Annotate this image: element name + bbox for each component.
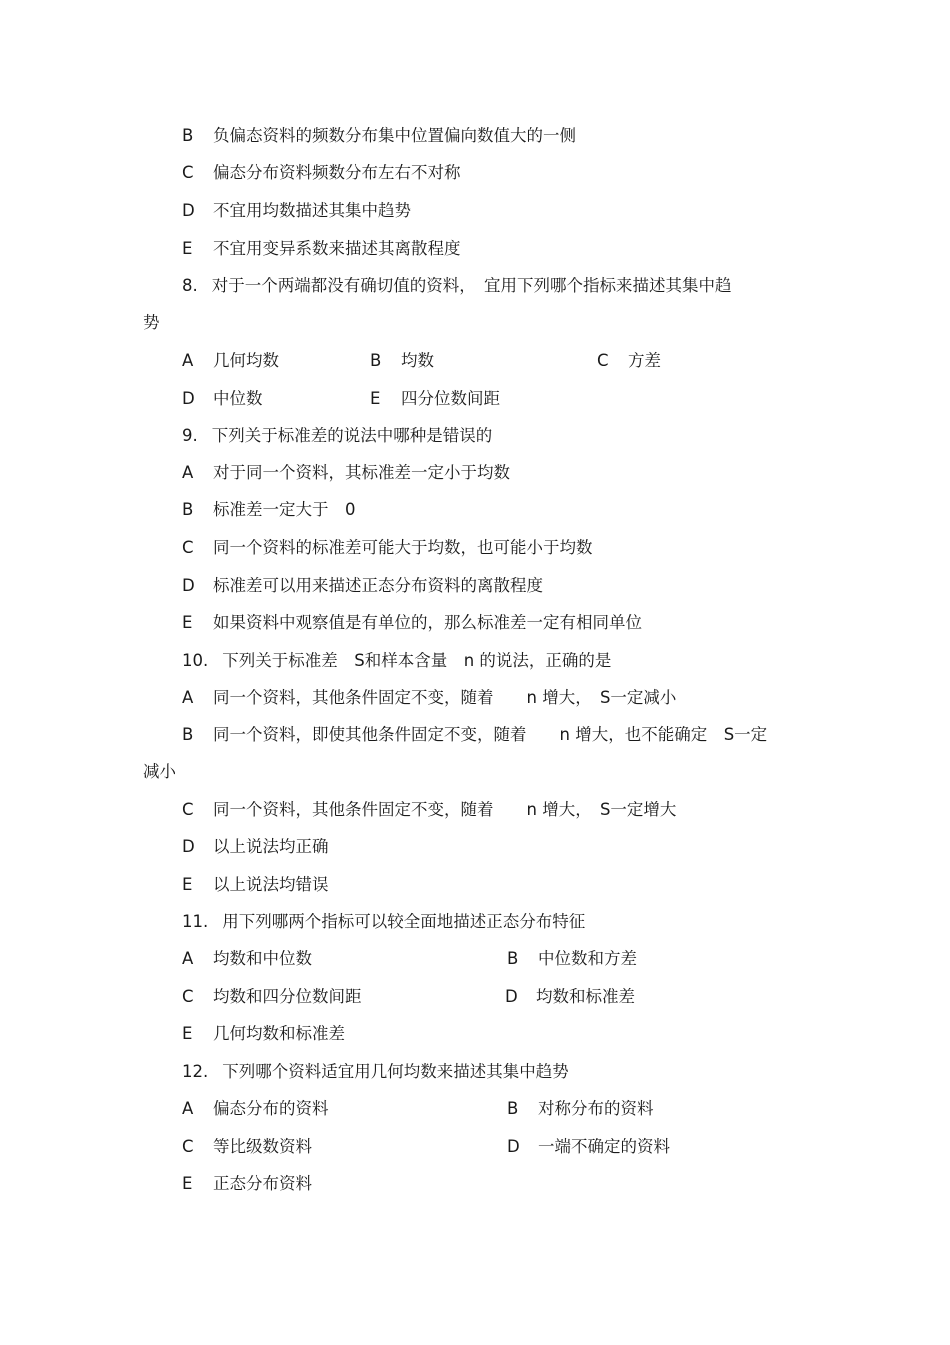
option-letter: B (182, 126, 194, 145)
option-letter: C (182, 538, 194, 557)
option-text: 同一个资料，其他条件固定不变，随着 n 增大， S一定增大 (213, 800, 677, 819)
q7-option-e (182, 238, 461, 260)
q9-option-e (182, 612, 642, 634)
option-text: 以上说法均错误 (213, 875, 329, 894)
q12-option-d (507, 1136, 670, 1158)
question-number: 10. (182, 651, 209, 670)
q11-option-d (505, 986, 635, 1008)
option-letter: B (507, 1099, 519, 1118)
q10-option-a (182, 687, 676, 709)
q12-option-e (182, 1173, 312, 1195)
q10-option-d (182, 836, 329, 858)
option-letter: C (182, 163, 194, 182)
option-letter: D (182, 201, 195, 220)
option-text: 标准差一定大于 0 (213, 500, 356, 519)
question-number: 8. (182, 276, 198, 295)
option-text: 正态分布资料 (213, 1174, 312, 1193)
option-letter: E (182, 239, 193, 258)
option-text: 等比级数资料 (213, 1137, 312, 1156)
q9-option-d (182, 575, 543, 597)
q11-option-a (182, 948, 312, 970)
option-text: 同一个资料的标准差可能大于均数，也可能小于均数 (213, 538, 593, 557)
option-letter: A (182, 351, 194, 370)
q8-option-c (597, 350, 661, 372)
option-text: 减小 (143, 762, 176, 781)
q12-option-c (182, 1136, 312, 1158)
option-text: 几何均数 (213, 351, 279, 370)
q11-option-c (182, 986, 362, 1008)
q8-option-e (370, 388, 500, 410)
question-text: 用下列哪两个指标可以较全面地描述正态分布特征 (222, 912, 586, 931)
question-text: 下列关于标准差 S和样本含量 n 的说法，正确的是 (222, 651, 612, 670)
q12-option-b (507, 1098, 654, 1120)
option-text: 偏态分布的资料 (213, 1099, 329, 1118)
option-letter: B (370, 351, 382, 370)
option-text: 中位数和方差 (538, 949, 637, 968)
question-text: 对于一个两端都没有确切值的资料， 宜用下列哪个指标来描述其集中趋 (211, 276, 732, 295)
option-text: 几何均数和标准差 (213, 1024, 345, 1043)
option-letter: E (182, 875, 193, 894)
option-text: 均数和四分位数间距 (213, 987, 362, 1006)
q9-option-b (182, 499, 356, 521)
question-number: 9. (182, 426, 198, 445)
option-letter: B (507, 949, 519, 968)
q10-stem (182, 650, 611, 672)
option-letter: A (182, 1099, 194, 1118)
q10-option-b-continued (143, 761, 176, 783)
option-letter: B (182, 725, 194, 744)
option-letter: C (182, 987, 194, 1006)
q9-stem (182, 425, 492, 447)
option-letter: B (182, 500, 194, 519)
option-text: 不宜用变异系数来描述其离散程度 (213, 239, 461, 258)
option-letter: E (370, 389, 381, 408)
q9-option-c (182, 537, 593, 559)
option-letter: C (597, 351, 609, 370)
option-letter: D (182, 389, 195, 408)
q8-option-b (370, 350, 434, 372)
option-text: 四分位数间距 (401, 389, 500, 408)
option-text: 负偏态资料的频数分布集中位置偏向数值大的一侧 (213, 126, 576, 145)
q7-option-c (182, 162, 461, 184)
q10-option-b (182, 724, 767, 746)
q8-options-row-2 (0, 388, 950, 410)
option-text: 同一个资料，其他条件固定不变，随着 n 增大， S一定减小 (213, 688, 677, 707)
q11-options-row-1 (0, 948, 950, 970)
q7-option-b (182, 125, 576, 147)
option-letter: D (182, 837, 195, 856)
option-text: 不宜用均数描述其集中趋势 (213, 201, 411, 220)
option-text: 标准差可以用来描述正态分布资料的离散程度 (213, 576, 543, 595)
question-number: 12. (182, 1062, 209, 1081)
option-text: 均数和中位数 (213, 949, 312, 968)
option-text: 中位数 (213, 389, 263, 408)
option-text: 如果资料中观察值是有单位的，那么标准差一定有相同单位 (213, 613, 642, 632)
q8-option-d (182, 388, 263, 410)
option-text: 以上说法均正确 (213, 837, 329, 856)
q8-options-row-1 (0, 350, 950, 372)
option-letter: A (182, 949, 194, 968)
q10-option-e (182, 874, 329, 896)
q12-options-row-1 (0, 1098, 950, 1120)
q8-stem-continued (143, 312, 160, 334)
q8-option-a (182, 350, 279, 372)
option-text: 一端不确定的资料 (538, 1137, 670, 1156)
option-text: 均数 (401, 351, 434, 370)
option-letter: E (182, 1174, 193, 1193)
q10-option-c (182, 799, 676, 821)
option-letter: A (182, 688, 194, 707)
option-text: 偏态分布资料频数分布左右不对称 (213, 163, 461, 182)
option-text: 均数和标准差 (536, 987, 635, 1006)
option-letter: C (182, 800, 194, 819)
option-letter: E (182, 613, 193, 632)
option-letter: D (182, 576, 195, 595)
q11-stem (182, 911, 585, 933)
q12-options-row-2 (0, 1136, 950, 1158)
question-text: 下列哪个资料适宜用几何均数来描述其集中趋势 (222, 1062, 569, 1081)
q12-option-a (182, 1098, 329, 1120)
question-number: 11. (182, 912, 209, 931)
option-text: 同一个资料，即使其他条件固定不变，随着 n 增大，也不能确定 S一定 (213, 725, 768, 744)
q7-option-d (182, 200, 411, 222)
option-text: 方差 (628, 351, 661, 370)
option-letter: E (182, 1024, 193, 1043)
option-letter: C (182, 1137, 194, 1156)
q9-option-a (182, 462, 510, 484)
q12-stem (182, 1061, 569, 1083)
q11-options-row-2 (0, 986, 950, 1008)
q11-option-e (182, 1023, 345, 1045)
option-text: 对于同一个资料，其标准差一定小于均数 (213, 463, 510, 482)
option-text: 对称分布的资料 (538, 1099, 654, 1118)
question-text: 势 (143, 313, 160, 332)
option-letter: D (507, 1137, 520, 1156)
question-text: 下列关于标准差的说法中哪种是错误的 (211, 426, 493, 445)
q8-stem (182, 275, 732, 297)
option-letter: A (182, 463, 194, 482)
option-letter: D (505, 987, 518, 1006)
q11-option-b (507, 948, 637, 970)
